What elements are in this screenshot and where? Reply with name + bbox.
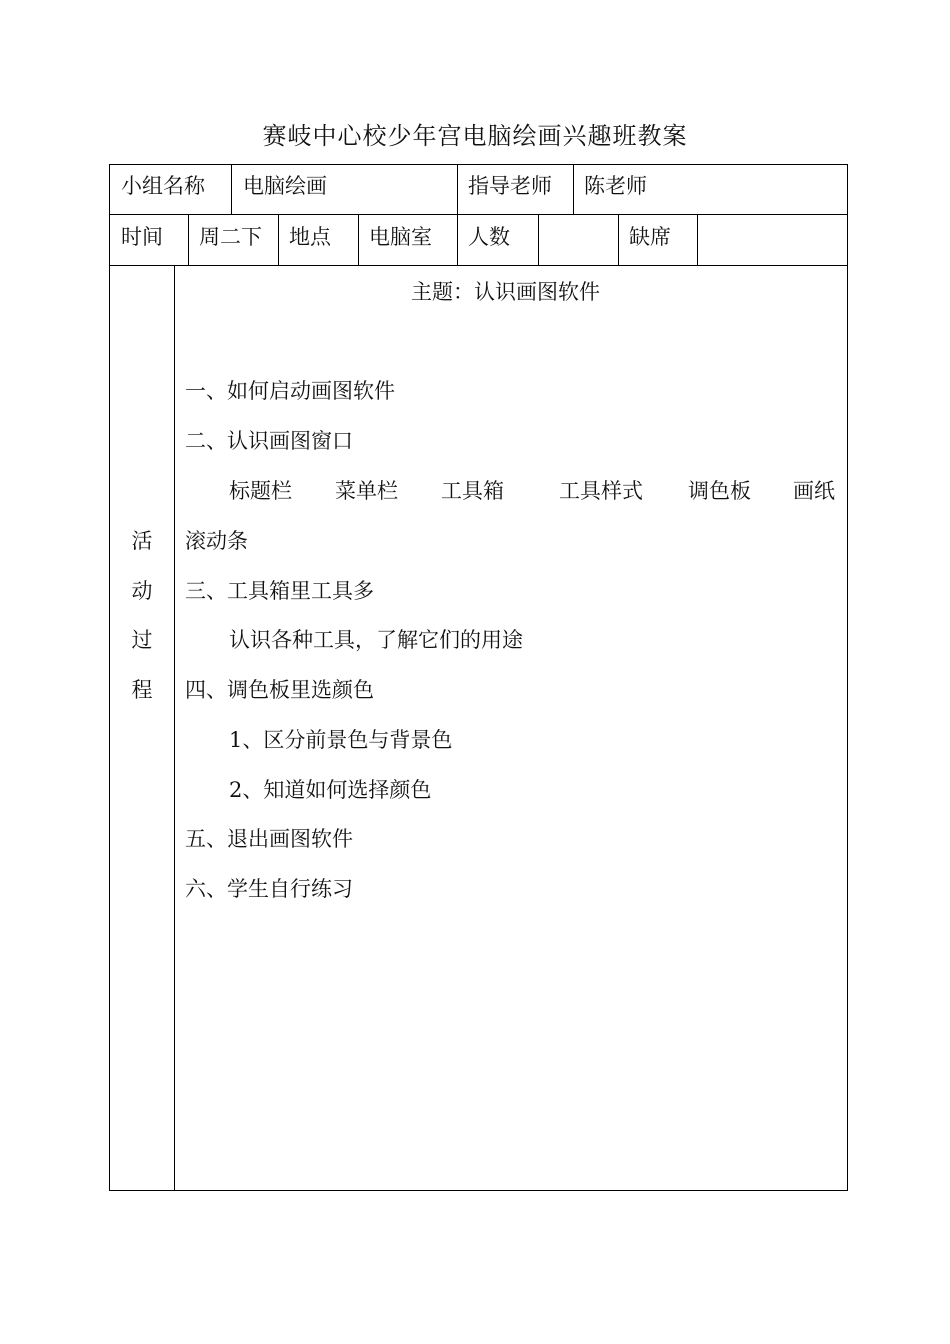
side-label-char: 过 xyxy=(131,628,153,652)
place-label: 地点 xyxy=(289,225,331,249)
content-line: 2、知道如何选择颜色 xyxy=(229,778,432,802)
place-value: 电脑室 xyxy=(369,225,432,249)
side-label-char: 程 xyxy=(131,678,153,702)
window-part-item: 菜单栏 xyxy=(335,479,398,503)
row1-divider-1 xyxy=(231,164,232,215)
content-line: 1、区分前景色与背景色 xyxy=(229,728,453,752)
content-line: 五、退出画图软件 xyxy=(185,827,353,851)
page-title: 赛岐中心校少年宫电脑绘画兴趣班教案 xyxy=(262,122,688,150)
window-part-item: 画纸 xyxy=(793,479,835,503)
content-line: 三、工具箱里工具多 xyxy=(185,579,374,603)
row1-divider-3 xyxy=(573,164,574,215)
activity-divider xyxy=(174,265,175,1191)
row2-divider-1 xyxy=(188,214,189,266)
window-part-item: 工具箱 xyxy=(441,479,504,503)
content-line: 四、调色板里选颜色 xyxy=(185,678,374,702)
row2-divider-4 xyxy=(457,214,458,266)
content-line: 滚动条 xyxy=(185,529,248,553)
count-label: 人数 xyxy=(468,225,510,249)
time-value: 周二下 xyxy=(199,225,262,249)
window-part-item: 工具样式 xyxy=(559,479,643,503)
side-label-char: 动 xyxy=(131,579,153,603)
content-line: 认识各种工具，了解它们的用途 xyxy=(229,628,523,652)
group-name-label: 小组名称 xyxy=(121,174,205,198)
teacher-label: 指导老师 xyxy=(468,174,552,198)
row2-divider-7 xyxy=(697,214,698,266)
row1-bottom-rule xyxy=(109,214,848,215)
window-part-item: 标题栏 xyxy=(229,479,292,503)
row2-divider-6 xyxy=(618,214,619,266)
content-line: 六、学生自行练习 xyxy=(185,877,353,901)
window-part-item: 调色板 xyxy=(688,479,751,503)
side-label-char: 活 xyxy=(131,529,153,553)
row2-divider-3 xyxy=(358,214,359,266)
content-line: 一、如何启动画图软件 xyxy=(185,379,395,403)
row2-bottom-rule xyxy=(109,265,848,266)
teacher-value: 陈老师 xyxy=(584,174,647,198)
time-label: 时间 xyxy=(121,225,163,249)
row1-divider-2 xyxy=(457,164,458,215)
row2-divider-2 xyxy=(278,214,279,266)
absent-label: 缺席 xyxy=(629,225,671,249)
group-name-value: 电脑绘画 xyxy=(243,174,327,198)
topic-heading: 主题：认识画图软件 xyxy=(411,280,600,304)
row2-divider-5 xyxy=(538,214,539,266)
content-line: 二、认识画图窗口 xyxy=(185,429,353,453)
